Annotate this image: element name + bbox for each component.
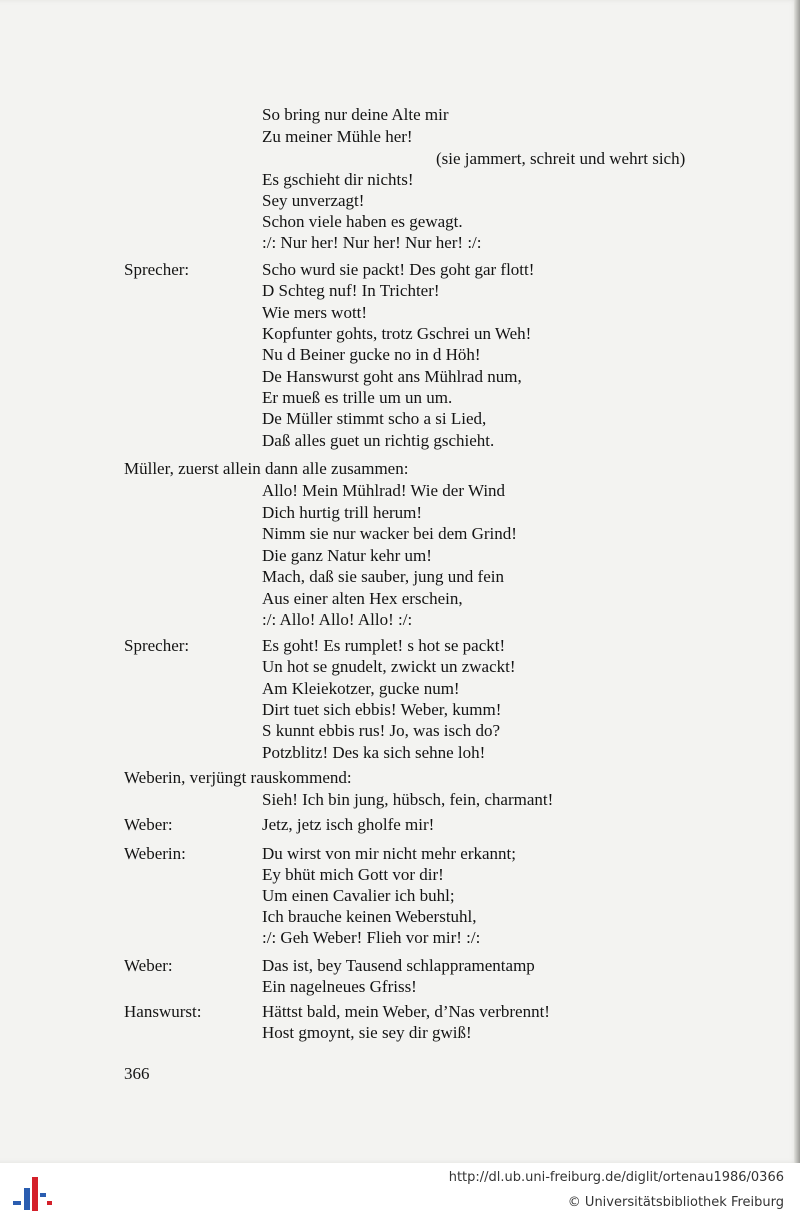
verse-line: Allo! Mein Mühlrad! Wie der Wind: [262, 481, 506, 500]
verse-line: Nimm sie nur wacker bei dem Grind!: [262, 524, 517, 543]
speaker-label: Müller, zuerst allein dann alle zusammen:: [124, 459, 409, 478]
verse-line: Du wirst von mir nicht mehr erkannt;: [262, 844, 517, 863]
speaker-label: Weber:: [124, 956, 173, 975]
verse-line: De Müller stimmt scho a si Lied,: [262, 409, 487, 428]
verse-line: Daß alles guet un richtig gschieht.: [262, 431, 495, 450]
verse-line: Hättst bald, mein Weber, d’Nas verbrennt!: [262, 1002, 550, 1021]
verse-line: Am Kleiekotzer, gucke num!: [262, 679, 460, 698]
verse-line: So bring nur deine Alte mir: [262, 105, 449, 124]
verse-line: Kopfunter gohts, trotz Gschrei un Weh!: [262, 324, 532, 343]
verse-line: :/: Allo! Allo! Allo! :/:: [262, 610, 413, 629]
verse-line: Wie mers wott!: [262, 303, 368, 322]
verse-line: Jetz, jetz isch gholfe mir!: [262, 815, 435, 834]
ub-freiburg-logo-icon[interactable]: [10, 1171, 54, 1215]
copyright-text: © Universitätsbibliothek Freiburg: [567, 1195, 784, 1210]
verse-line: Schon viele haben es gewagt.: [262, 212, 463, 231]
speaker-label: Sprecher:: [124, 636, 190, 655]
verse-line: Er mueß es trille um un um.: [262, 388, 453, 407]
verse-line: Aus einer alten Hex erschein,: [262, 589, 463, 608]
verse-line: Un hot se gnudelt, zwickt un zwackt!: [262, 657, 516, 676]
verse-line: Ich brauche keinen Weberstuhl,: [262, 907, 477, 926]
verse-line: Nu d Beiner gucke no in d Höh!: [262, 345, 481, 364]
verse-line: Sey unverzagt!: [262, 191, 365, 210]
verse-line: D Schteg nuf! In Trichter!: [262, 281, 440, 300]
speaker-label: Sprecher:: [124, 260, 190, 279]
speaker-label: Weberin, verjüngt rauskommend:: [124, 768, 352, 787]
verse-line: :/: Nur her! Nur her! Nur her! :/:: [262, 233, 482, 252]
verse-line: Zu meiner Mühle her!: [262, 127, 413, 146]
verse-line: S kunnt ebbis rus! Jo, was isch do?: [262, 721, 500, 740]
stage-direction: (sie jammert, schreit und wehrt sich): [436, 149, 686, 168]
verse-line: Das ist, bey Tausend schlappramentamp: [262, 956, 535, 975]
verse-line: Es goht! Es rumplet! s hot se packt!: [262, 636, 506, 655]
verse-line: Um einen Cavalier ich buhl;: [262, 886, 455, 905]
speaker-label: Hanswurst:: [124, 1002, 202, 1021]
verse-line: Ein nagelneues Gfriss!: [262, 977, 417, 996]
verse-line: :/: Geh Weber! Flieh vor mir! :/:: [262, 928, 481, 947]
verse-line: Mach, daß sie sauber, jung und fein: [262, 567, 504, 586]
verse-line: Scho wurd sie packt! Des goht gar flott!: [262, 260, 535, 279]
verse-line: Sieh! Ich bin jung, hübsch, fein, charmant!: [262, 790, 554, 809]
verse-line: Ey bhüt mich Gott vor dir!: [262, 865, 444, 884]
source-url-link[interactable]: http://dl.ub.uni-freiburg.de/diglit/ortenau1986/0366: [448, 1170, 784, 1185]
verse-line: Dich hurtig trill herum!: [262, 503, 423, 522]
verse-line: Es gschieht dir nichts!: [262, 170, 414, 189]
verse-line: Host gmoynt, sie sey dir gwiß!: [262, 1023, 472, 1042]
verse-line: Dirt tuet sich ebbis! Weber, kumm!: [262, 700, 502, 719]
speaker-label: Weberin:: [124, 844, 186, 863]
page-number: 366: [124, 1064, 150, 1083]
viewer-footer: [0, 1163, 800, 1220]
verse-line: Die ganz Natur kehr um!: [262, 546, 432, 565]
speaker-label: Weber:: [124, 815, 173, 834]
verse-line: Potzblitz! Des ka sich sehne loh!: [262, 743, 486, 762]
verse-line: De Hanswurst goht ans Mühlrad num,: [262, 367, 522, 386]
